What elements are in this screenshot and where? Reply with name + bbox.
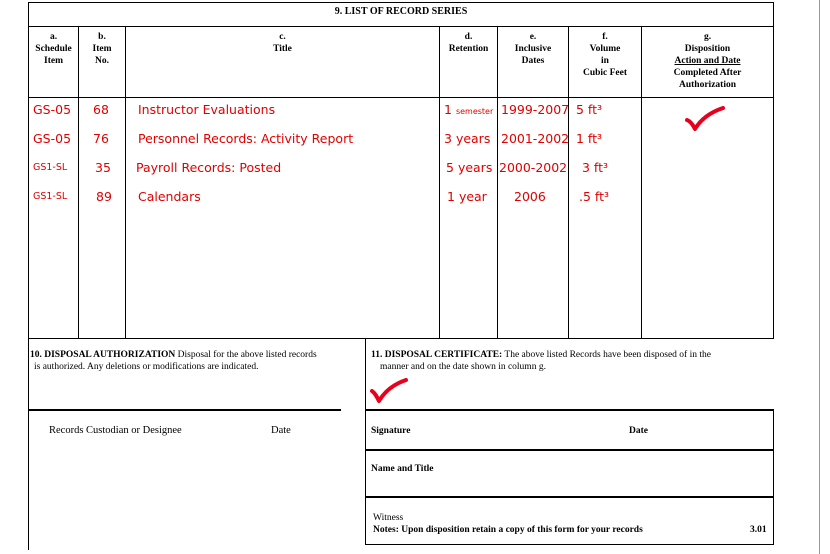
page-right-edge xyxy=(819,0,820,554)
name-title-label: Name and Title xyxy=(371,464,434,474)
col-label: Dates xyxy=(521,56,545,66)
custodian-date-label: Date xyxy=(271,425,291,436)
section-11-text-line1: The above listed Records have been disposed of in the xyxy=(502,350,711,360)
row1-item-no: 68 xyxy=(93,102,109,117)
col-letter: d. xyxy=(464,32,473,42)
table-bottom xyxy=(28,338,774,339)
row2-title: Personnel Records: Activity Report xyxy=(138,131,354,146)
sec11-top-line xyxy=(365,409,774,411)
section-10-text xyxy=(30,349,360,373)
sec10-sec11-divider xyxy=(365,339,366,545)
col-sep-de xyxy=(497,26,498,338)
row2-item-no: 76 xyxy=(93,131,109,146)
col-label: Schedule xyxy=(35,44,72,54)
col-label: Action and Date xyxy=(674,56,741,66)
row2-schedule: GS-05 xyxy=(33,131,72,146)
form-bottom-line xyxy=(365,544,774,545)
col-label: Volume xyxy=(589,44,621,54)
row3-volume: 3 ft³ xyxy=(582,160,609,175)
col-header-title xyxy=(126,31,439,55)
sec10-signature-line xyxy=(28,409,341,411)
form-border-left xyxy=(28,2,29,550)
retention-unit: years xyxy=(455,131,491,146)
col-label: Title xyxy=(273,44,292,54)
form-number: 3.01 xyxy=(750,525,767,535)
retention-number: 1 xyxy=(447,189,455,204)
signature-label: Signature xyxy=(371,426,411,436)
col-header-retention xyxy=(440,31,497,55)
row1-dates: 1999-2007 xyxy=(501,102,570,117)
row3-schedule: GS1-SL xyxy=(33,162,68,173)
col-label: Retention xyxy=(448,44,489,54)
row1-title: Instructor Evaluations xyxy=(138,102,276,117)
col-header-disposition xyxy=(642,31,773,91)
col-letter: b. xyxy=(98,32,106,42)
col-letter: g. xyxy=(703,32,712,42)
row2-retention xyxy=(444,131,490,146)
row1-schedule: GS-05 xyxy=(33,102,72,117)
header-divider xyxy=(28,97,774,98)
col-label: Disposition xyxy=(684,44,731,54)
retention-unit: years xyxy=(457,160,493,175)
form-border-right xyxy=(773,2,774,339)
col-header-volume xyxy=(569,31,641,79)
section-10-heading: 10. DISPOSAL AUTHORIZATION xyxy=(30,350,176,360)
col-sep-ab xyxy=(78,26,79,338)
checkmark-icon xyxy=(369,378,409,404)
retention-number: 1 xyxy=(444,102,452,117)
row3-item-no: 35 xyxy=(95,160,111,175)
col-header-item-no xyxy=(79,31,125,67)
col-label: No. xyxy=(95,56,109,66)
sec11-right-border xyxy=(773,409,774,545)
col-label: Item xyxy=(44,56,63,66)
row4-item-no: 89 xyxy=(96,189,112,204)
row4-title: Calendars xyxy=(138,189,201,204)
notes-text: Notes: Upon disposition retain a copy of this form for your records xyxy=(373,525,643,535)
row3-dates: 2000-2002 xyxy=(499,160,568,175)
col-label: Cubic Feet xyxy=(582,68,628,78)
col-sep-bc xyxy=(125,26,126,338)
col-label: Authorization xyxy=(679,80,736,90)
retention-number: 3 xyxy=(444,131,452,146)
form-border-top xyxy=(28,2,774,3)
row4-retention xyxy=(447,189,487,204)
signature-date-label: Date xyxy=(629,426,648,436)
section-11-text xyxy=(371,349,771,373)
row2-dates: 2001-2002 xyxy=(501,131,570,146)
col-header-inclusive-dates xyxy=(498,31,568,67)
retention-unit: year xyxy=(458,189,487,204)
sec11-signature-line xyxy=(365,449,774,451)
row2-volume: 1 ft³ xyxy=(576,131,603,146)
row3-title: Payroll Records: Posted xyxy=(136,160,282,175)
col-label: Completed After xyxy=(673,68,742,78)
row1-retention xyxy=(444,102,493,117)
col-label: in xyxy=(601,56,609,66)
col-header-schedule-item xyxy=(29,31,78,67)
section-10-text-line1: Disposal for the above listed records xyxy=(175,350,317,360)
retention-number: 5 xyxy=(446,160,454,175)
row4-dates: 2006 xyxy=(514,189,546,204)
col-label: Item xyxy=(92,44,112,54)
col-sep-cd xyxy=(439,26,440,338)
checkmark-icon xyxy=(684,106,726,132)
col-letter: e. xyxy=(529,32,537,42)
section-9-title: 9. LIST OF RECORD SERIES xyxy=(334,6,468,17)
row1-volume: 5 ft³ xyxy=(576,102,603,117)
title-divider xyxy=(28,26,774,27)
witness-label: Witness xyxy=(373,513,404,523)
col-letter: c. xyxy=(279,32,286,42)
col-letter: a. xyxy=(49,32,58,42)
retention-unit: semester xyxy=(455,107,494,116)
row3-retention xyxy=(446,160,492,175)
sec11-name-line xyxy=(365,496,774,498)
row4-volume: .5 ft³ xyxy=(579,189,609,204)
col-label: Inclusive xyxy=(514,44,552,54)
col-letter: f. xyxy=(602,32,608,42)
row4-schedule: GS1-SL xyxy=(33,191,68,202)
section-11-heading: 11. DISPOSAL CERTIFICATE: xyxy=(371,350,503,360)
section-10-text-line2: is authorized. Any deletions or modifications are indicated. xyxy=(34,362,259,372)
custodian-label: Records Custodian or Designee xyxy=(49,425,182,436)
section-11-text-line2: manner and on the date shown in column g. xyxy=(380,362,546,372)
